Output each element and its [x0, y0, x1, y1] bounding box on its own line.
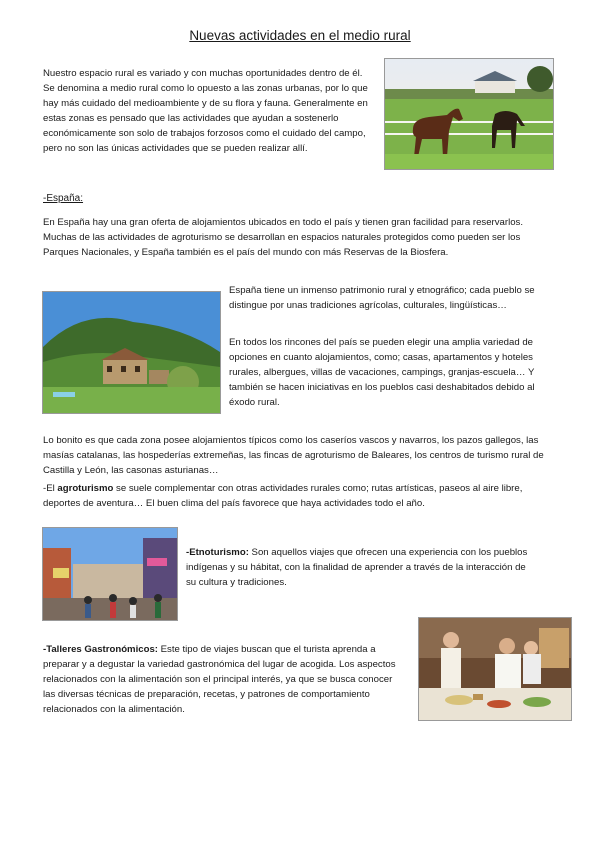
talleres-term: -Talleres Gastronómicos: [43, 644, 158, 655]
rincones-paragraph: En todos los rincones del país se pueden elegir una amplia variedad de opciones en cuanto alojamientos, como; casas, apartamentos y hoteles rurales, albergues, villas de vacaciones, campings, granjas-escuela… Y también se hacen iniciativas en los pueblos casi deshabitados debido al éxodo rural. [229, 337, 535, 408]
street-photo [42, 527, 178, 621]
horses-photo [384, 58, 554, 170]
spain-heading: -España: [43, 193, 84, 204]
agroturismo-paragraph: -El agroturismo se suele complementar con otras actividades rurales como; rutas artísticas, paseos al aire libre, deportes de aventura… El buen clima del país favorece que haya actividades todo el año. [43, 483, 523, 509]
etnoturismo-term: -Etnoturismo: [186, 547, 249, 558]
spain-paragraph: En España hay una gran oferta de alojamientos ubicados en todo el país y tienen gran facilidad para reservarlos. Muchas de las actividades de agroturismo se desarrollan en espacios naturales protegidos como pueden ser los Parques Nacionales, y España también es el país del mundo con más Reservas de la Biosfera. [43, 217, 523, 258]
talleres-paragraph: -Talleres Gastronómicos: Este tipo de viajes buscan que el turista aprenda a preparar y a degustar la variedad gastronómica del lugar de acogida. Los aspectos relacionados con la alimentación son el principal interés, ya que se busca conocer las diversas técnicas de preparación, recetas, y patrones de comportamiento relacionados con la alimentación. [43, 644, 396, 715]
etnoturismo-paragraph: -Etnoturismo: Son aquellos viajes que ofrecen una experiencia con los pueblos indígenas y su hábitat, con la finalidad de aprender a través de la interacción de su cultura y tradiciones. [186, 547, 528, 588]
intro-paragraph: Nuestro espacio rural es variado y con muchas oportunidades dentro de él. Se denomina a medio rural como lo opuesto a las zonas urbanas, por lo que hay más cuidado del medioambiente y de su flora y fauna. Generalmente en estas zonas es pensado que las actividades que ayudan a sostenerlo económicamente son solo de trabajos forzosos como el cuidado del campo, pero no son las únicas actividades que se pueden realizar allí. [43, 68, 368, 154]
cooking-workshop-photo [418, 617, 572, 721]
heritage-paragraph: España tiene un inmenso patrimonio rural y etnográfico; cada pueblo se distingue por unas tradiciones agrícolas, culturales, lingüísticas… [229, 285, 535, 311]
page-title: Nuevas actividades en el medio rural [189, 28, 411, 43]
bonito-paragraph: Lo bonito es que cada zona posee alojamientos típicos como los caseríos vascos y navarros, los pazos gallegos, las masías catalanas, las hospederías extremeñas, las fincas de agroturismo de Baleares, los centros de turismo rural de Castilla y León, las casonas asturianas… [43, 435, 544, 476]
village-photo [42, 291, 221, 414]
agroturismo-term: agroturismo [57, 483, 114, 494]
